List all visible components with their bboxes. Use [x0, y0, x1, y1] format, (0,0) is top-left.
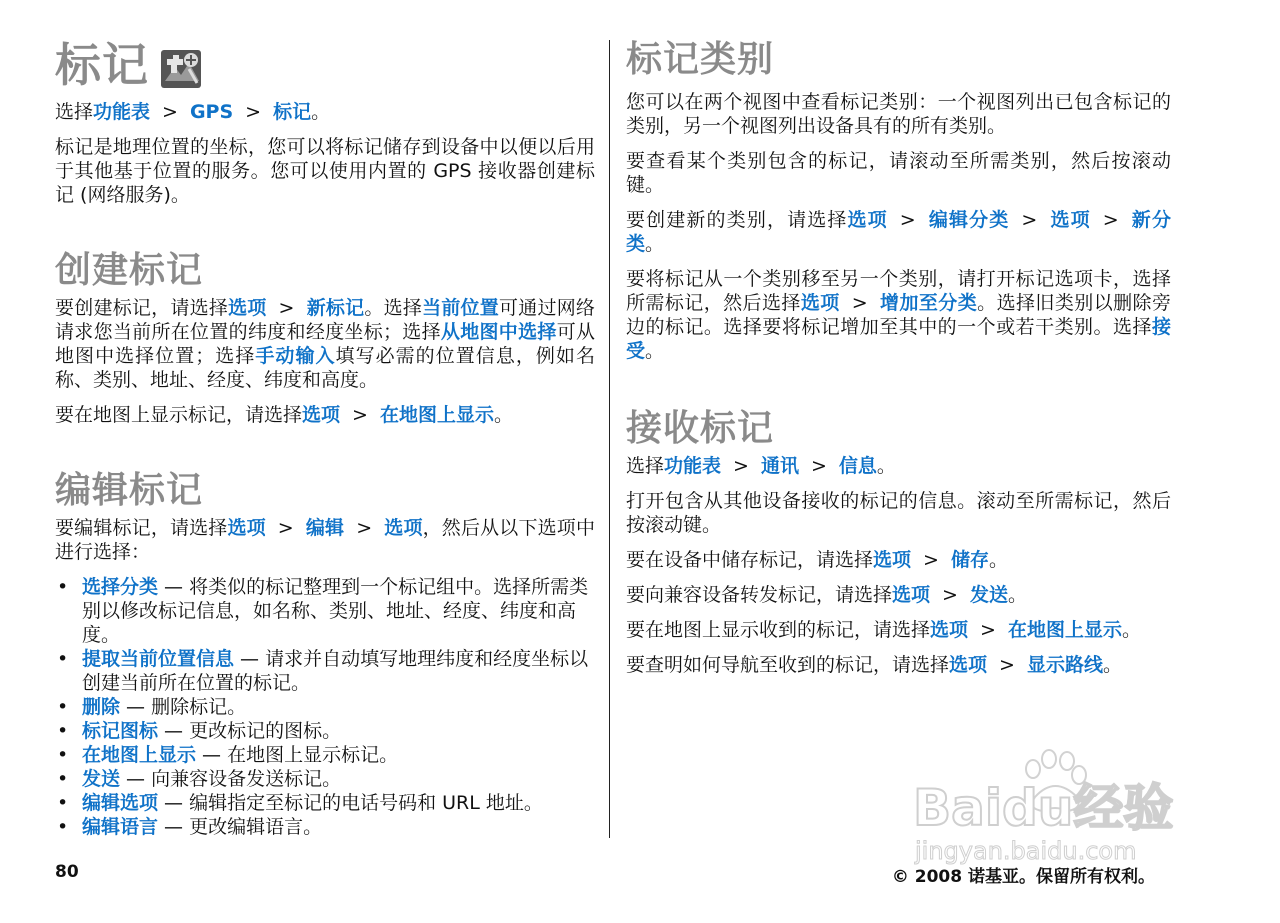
options-link[interactable]: 选项: [873, 549, 912, 571]
show-on-map-paragraph: 要在地图上显示标记，请选择选项 > 在地图上显示。: [55, 404, 513, 426]
list-item: • 编辑选项 — 编辑指定至标记的电话号码和 URL 地址。: [55, 791, 595, 815]
select-from-map-link[interactable]: 从地图中选择: [440, 321, 557, 343]
list-item: • 删除 — 删除标记。: [55, 695, 595, 719]
menu-link[interactable]: 功能表: [93, 101, 151, 123]
receive-intro: 打开包含从其他设备接收的标记的信息。滚动至所需标记，然后按滚动键。: [626, 490, 1171, 536]
options-link[interactable]: 选项: [227, 517, 266, 539]
manual-entry-link[interactable]: 手动输入: [255, 345, 336, 367]
retrieve-position-link[interactable]: 提取当前位置信息: [82, 648, 235, 670]
accept-link[interactable]: 接受: [626, 316, 1171, 362]
current-position-link[interactable]: 当前位置: [422, 297, 500, 319]
options-link[interactable]: 选项: [930, 619, 969, 641]
edit-link[interactable]: 编辑: [305, 517, 345, 539]
new-landmark-link[interactable]: 新标记: [306, 297, 365, 319]
messages-link[interactable]: 信息: [838, 455, 877, 477]
path-separator: >: [942, 584, 958, 606]
list-item: • 提取当前位置信息 — 请求并自动填写地理纬度和经度坐标以创建当前所在位置的标记。: [55, 647, 595, 695]
path-separator: >: [356, 517, 373, 539]
left-column: [55, 30, 595, 839]
show-route-link[interactable]: 显示路线: [1026, 654, 1103, 676]
categories-heading: 标记类别: [626, 39, 775, 80]
show-on-map-link[interactable]: 在地图上显示: [1007, 619, 1122, 641]
path-separator: >: [851, 292, 868, 314]
path-separator: >: [999, 654, 1015, 676]
save-paragraph: 要在设备中储存标记，请选择选项 > 储存。: [626, 549, 1008, 571]
list-item: • 选择分类 — 将类似的标记整理到一个标记组中。选择所需类别以修改标记信息，如名称、类别、地址、经度、纬度和高度。: [55, 575, 595, 647]
show-on-map-link[interactable]: 在地图上显示: [82, 744, 197, 766]
edit-language-link[interactable]: 编辑语言: [82, 816, 159, 838]
watermark-url: jingyan.baidu.com: [915, 837, 1137, 865]
new-category-link[interactable]: 新分类: [626, 209, 1171, 255]
options-link[interactable]: 选项: [228, 297, 267, 319]
landmark-map-icon: [159, 42, 205, 88]
send-link[interactable]: 发送: [82, 768, 121, 790]
path-separator: >: [1102, 209, 1119, 231]
options-link[interactable]: 选项: [847, 209, 888, 231]
select-category-link[interactable]: 选择分类: [82, 576, 159, 598]
options-link[interactable]: 选项: [892, 584, 931, 606]
page-title: 标记: [55, 30, 595, 100]
path-separator: >: [162, 101, 178, 123]
show-received-paragraph: 要在地图上显示收到的标记，请选择选项 > 在地图上显示。: [626, 619, 1141, 641]
path-separator: >: [245, 101, 262, 123]
path-separator: >: [352, 404, 368, 426]
landmarks-link[interactable]: 标记: [273, 101, 312, 123]
right-column: [626, 30, 1171, 688]
show-on-map-link[interactable]: 在地图上显示: [379, 404, 494, 426]
options-link[interactable]: 选项: [302, 404, 341, 426]
options-link[interactable]: 选项: [1049, 209, 1091, 231]
baidu-watermark: [905, 735, 1205, 865]
categories-intro: 您可以在两个视图中查看标记类别：一个视图列出已包含标记的类别，另一个视图列出设备具有的所有类别。: [626, 91, 1171, 137]
edit-categories-link[interactable]: 编辑分类: [927, 209, 1010, 231]
edit-heading: 编辑标记: [55, 470, 204, 511]
create-heading: 创建标记: [55, 250, 204, 291]
path-separator: >: [277, 517, 294, 539]
new-category-paragraph: 要创建新的类别，请选择选项 > 编辑分类 > 选项 > 新分类。: [626, 209, 1171, 255]
landmark-icon-link[interactable]: 标记图标: [82, 720, 159, 742]
path-separator: >: [733, 455, 749, 477]
edit-options-list: [55, 575, 595, 839]
options-link[interactable]: 选项: [800, 292, 840, 314]
menu-path: 选择功能表 > GPS > 标记。: [55, 101, 331, 123]
path-separator: >: [923, 549, 939, 571]
column-divider: [609, 40, 610, 838]
list-item: • 在地图上显示 — 在地图上显示标记。: [55, 743, 595, 767]
list-item: • 编辑语言 — 更改编辑语言。: [55, 815, 595, 839]
receive-menu-path: 选择功能表 > 通讯 > 信息。: [626, 455, 896, 477]
forward-paragraph: 要向兼容设备转发标记，请选择选项 > 发送。: [626, 584, 1027, 606]
intro-paragraph: 标记是地理位置的坐标，您可以将标记储存到设备中以便以后用于其他基于位置的服务。您可以使用内置的 GPS 接收器创建标记 (网络服务)。: [55, 136, 595, 206]
list-item: • 发送 — 向兼容设备发送标记。: [55, 767, 595, 791]
list-item: • 标记图标 — 更改标记的图标。: [55, 719, 595, 743]
create-paragraph: 要创建标记，请选择选项 > 新标记。选择当前位置可通过网络请求您当前所在位置的纬度和经度坐标；选择从地图中选择可从地图中选择位置；选择手动输入填写必需的位置信息，例如名称、类别、地址、经度、纬度和高度。: [55, 297, 595, 391]
navigate-paragraph: 要查明如何导航至收到的标记，请选择选项 > 显示路线。: [626, 654, 1122, 676]
receive-heading: 接收标记: [626, 408, 775, 449]
send-link[interactable]: 发送: [969, 584, 1008, 606]
edit-paragraph: 要编辑标记，请选择选项 > 编辑 > 选项，然后从以下选项中进行选择：: [55, 517, 595, 563]
path-separator: >: [899, 209, 916, 231]
menu-link[interactable]: 功能表: [664, 455, 722, 477]
path-separator: >: [1021, 209, 1038, 231]
add-to-category-link[interactable]: 增加至分类: [879, 292, 978, 314]
path-separator: >: [278, 297, 295, 319]
gps-link[interactable]: GPS: [189, 101, 234, 123]
path-separator: >: [810, 455, 827, 477]
messaging-link[interactable]: 通讯: [760, 455, 799, 477]
edit-options-link[interactable]: 编辑选项: [82, 792, 159, 814]
save-link[interactable]: 储存: [950, 549, 989, 571]
options-link[interactable]: 选项: [384, 517, 423, 539]
categories-view-paragraph: 要查看某个类别包含的标记，请滚动至所需类别，然后按滚动键。: [626, 150, 1171, 196]
page-number: 80: [55, 862, 79, 882]
watermark-brand: Baidu经验: [913, 779, 1174, 837]
move-category-paragraph: 要将标记从一个类别移至另一个类别，请打开标记选项卡，选择所需标记，然后选择选项 > 增加至分类。选择旧类别以删除旁边的标记。选择要将标记增加至其中的一个或若干类别。选择接受。: [626, 268, 1171, 362]
options-link[interactable]: 选项: [949, 654, 988, 676]
copyright: © 2008 诺基亚。保留所有权利。: [891, 867, 1155, 887]
delete-link[interactable]: 删除: [82, 696, 121, 718]
path-separator: >: [980, 619, 996, 641]
